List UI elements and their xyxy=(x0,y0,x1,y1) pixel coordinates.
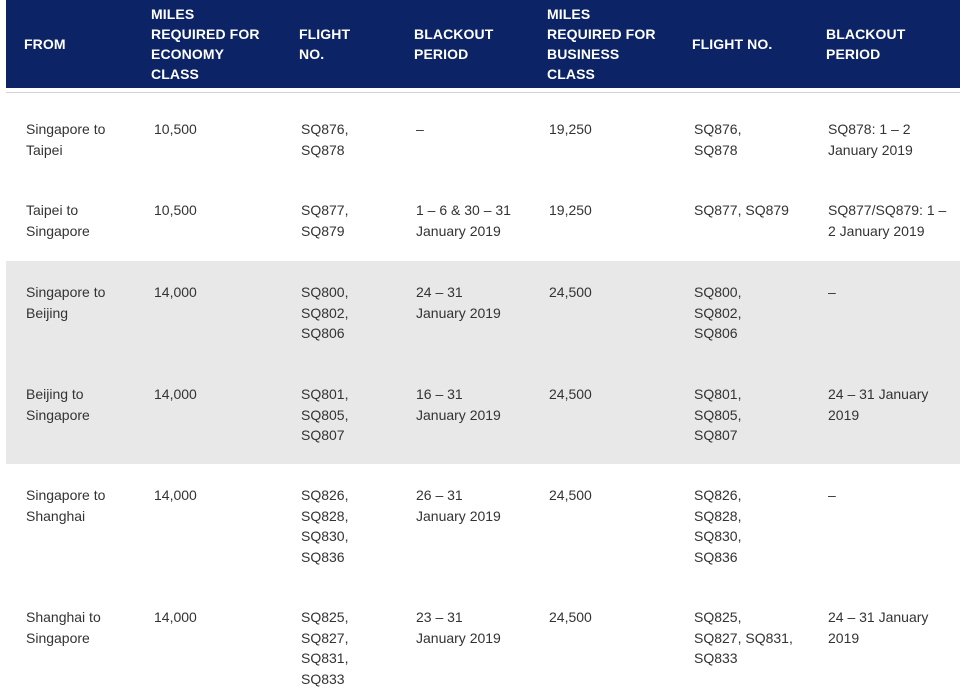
header-flight-no-economy: FLIGHT NO. xyxy=(299,26,351,62)
header-blackout-economy: BLACKOUT PERIOD xyxy=(414,26,494,62)
cell-miles-economy: 10,500 xyxy=(154,202,197,218)
header-from: FROM xyxy=(24,36,66,52)
cell-flights-business: SQ876, SQ878 xyxy=(694,121,742,158)
table-row xyxy=(6,363,960,464)
header-miles-business: MILES REQUIRED FOR BUSINESS CLASS xyxy=(547,6,656,82)
cell-miles-economy: 14,000 xyxy=(154,487,197,503)
cell-miles-business: 24,500 xyxy=(549,284,592,300)
cell-blackout-business: – xyxy=(828,487,836,503)
cell-blackout-business: 24 – 31 January 2019 xyxy=(828,609,929,646)
cell-from: Singapore to Taipei xyxy=(26,121,106,158)
cell-blackout-business: – xyxy=(828,284,836,300)
cell-flights-business: SQ826, SQ828, SQ830, SQ836 xyxy=(694,487,742,565)
header-blackout-business: BLACKOUT PERIOD xyxy=(826,26,906,62)
cell-blackout-business: SQ877/SQ879: 1 – 2 January 2019 xyxy=(828,202,947,239)
header-flight-no-business: FLIGHT NO. xyxy=(692,36,773,52)
cell-flights-economy: SQ876, SQ878 xyxy=(301,121,349,158)
cell-from: Singapore to Shanghai xyxy=(26,487,106,524)
cell-from: Taipei to Singapore xyxy=(26,202,90,239)
cell-blackout-economy: – xyxy=(416,121,424,137)
cell-flights-business: SQ801, SQ805, SQ807 xyxy=(694,386,742,443)
cell-flights-economy: SQ800, SQ802, SQ806 xyxy=(301,284,349,341)
cell-blackout-economy: 24 – 31 January 2019 xyxy=(416,284,501,321)
cell-miles-business: 19,250 xyxy=(549,202,592,218)
cell-miles-business: 24,500 xyxy=(549,487,592,503)
table-header xyxy=(6,0,960,88)
cell-flights-economy: SQ877, SQ879 xyxy=(301,202,349,239)
table-row xyxy=(6,464,960,584)
cell-from: Singapore to Beijing xyxy=(26,284,106,321)
cell-flights-economy: SQ825, SQ827, SQ831, SQ833 xyxy=(301,609,349,687)
cell-miles-economy: 14,000 xyxy=(154,609,197,625)
table-row xyxy=(6,261,960,363)
cell-blackout-economy: 16 – 31 January 2019 xyxy=(416,386,501,423)
cell-miles-business: 24,500 xyxy=(549,386,592,402)
cell-from: Shanghai to Singapore xyxy=(26,609,101,646)
cell-blackout-economy: 23 – 31 January 2019 xyxy=(416,609,501,646)
cell-miles-economy: 14,000 xyxy=(154,386,197,402)
cell-blackout-business: SQ878: 1 – 2 January 2019 xyxy=(828,121,913,158)
cell-blackout-economy: 1 – 6 & 30 – 31 January 2019 xyxy=(416,202,511,239)
table-row xyxy=(6,177,960,261)
cell-flights-economy: SQ801, SQ805, SQ807 xyxy=(301,386,349,443)
cell-from: Beijing to Singapore xyxy=(26,386,90,423)
table-row xyxy=(6,93,960,177)
cell-miles-business: 24,500 xyxy=(549,609,592,625)
cell-flights-business: SQ825, SQ827, SQ831, SQ833 xyxy=(694,609,793,666)
cell-flights-business: SQ800, SQ802, SQ806 xyxy=(694,284,742,341)
header-miles-economy: MILES REQUIRED FOR ECONOMY CLASS xyxy=(151,6,260,82)
cell-blackout-economy: 26 – 31 January 2019 xyxy=(416,487,501,524)
cell-miles-economy: 14,000 xyxy=(154,284,197,300)
cell-flights-business: SQ877, SQ879 xyxy=(694,202,789,218)
cell-blackout-business: 24 – 31 January 2019 xyxy=(828,386,929,423)
cell-miles-business: 19,250 xyxy=(549,121,592,137)
cell-flights-economy: SQ826, SQ828, SQ830, SQ836 xyxy=(301,487,349,565)
cell-miles-economy: 10,500 xyxy=(154,121,197,137)
table-row xyxy=(6,584,960,697)
